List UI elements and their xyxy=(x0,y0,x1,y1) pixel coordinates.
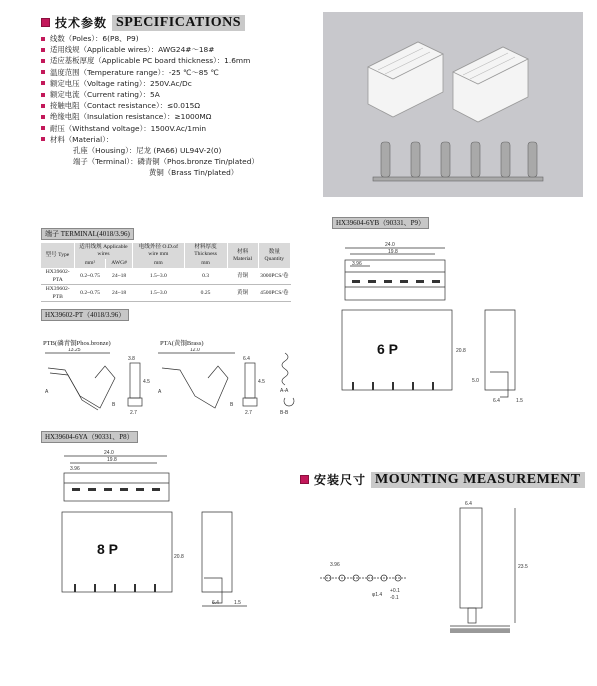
spec-row: 额定电流（Current rating）：5A xyxy=(41,89,259,100)
col-mm2: mm² xyxy=(74,259,105,268)
terminal-table xyxy=(41,243,291,302)
dim-text: 3.8 xyxy=(128,356,135,362)
ya-pole-mark: 8 P xyxy=(97,541,119,557)
spec-row: 绝缘电阻（Insulation resistance）：≥1000MΩ xyxy=(41,111,259,122)
col-thickness: 材料厚度 Thickness xyxy=(184,243,227,259)
ya-label: HX39604-6YA（90331、P8） xyxy=(41,431,138,443)
dim-text: 2.7 xyxy=(130,410,137,416)
table-row: HX39602-PTB 0.2~0.75 24~18 1.5~3.0 0.25 黄铜 4500PCS/卷 xyxy=(41,285,291,302)
ya-drawing xyxy=(52,448,272,618)
dim-text: B-B xyxy=(280,410,289,416)
bullet-icon xyxy=(41,81,45,85)
specs-title-en: SPECIFICATIONS xyxy=(112,15,245,31)
pt-label: HX39602-PT（4018/3.96） xyxy=(41,309,129,321)
mount-drawing xyxy=(310,498,540,638)
col-od-unit: mm xyxy=(133,259,185,268)
spec-row: 线数（Poles）：6(P8、P9) xyxy=(41,33,259,44)
dim-text: B xyxy=(112,402,116,408)
dim-text: -0.1 xyxy=(390,595,399,601)
dim-text: B xyxy=(230,402,234,408)
specs-title-zh: 技术参数 xyxy=(55,16,108,30)
bullet-icon xyxy=(41,104,45,108)
bullet-icon xyxy=(41,115,45,119)
dim-text: φ1.4 xyxy=(372,592,383,598)
yb-pole-mark: 6 P xyxy=(377,341,399,357)
dim-text: 24.0 xyxy=(104,450,114,456)
mount-title-en: MOUNTING MEASUREMENT xyxy=(371,472,585,488)
col-awg: AWG# xyxy=(106,259,133,268)
dim-text: A xyxy=(45,389,49,395)
dim-text: 20.8 xyxy=(456,348,466,354)
dim-text: 23.5 xyxy=(518,564,528,570)
dim-text: A xyxy=(158,389,162,395)
col-material: 材料 Material xyxy=(227,243,258,268)
dim-text: 13.25 xyxy=(68,348,81,353)
product-photo xyxy=(323,12,583,197)
specs-header xyxy=(41,14,245,31)
dim-text: 19.8 xyxy=(388,249,398,255)
material-row: 端子（Terminal）：磷青铜（Phos.bronze Tin/plated） xyxy=(73,157,259,167)
dim-text: 1.5 xyxy=(234,600,241,606)
ptb-label: PTB(磷青铜Phos.bronze) xyxy=(43,340,111,347)
dim-text: 6.4 xyxy=(465,501,472,507)
dim-text: 3.96 xyxy=(330,562,340,568)
spec-row: 适用线规（Applicable wires）：AWG24#～18# xyxy=(41,44,259,55)
dim-text: 6.4 xyxy=(493,398,500,404)
dim-text: 4.5 xyxy=(258,379,265,385)
dim-text: 6.4 xyxy=(212,600,219,606)
specs-list xyxy=(41,33,259,179)
pcb-board xyxy=(450,629,510,633)
section-bullet-icon xyxy=(300,475,309,484)
bullet-icon xyxy=(41,37,45,41)
table-row: HX39602-PTA 0.2~0.75 24~18 1.5~3.0 0.3 青铜 3000PCS/卷 xyxy=(41,268,291,285)
material-row: 孔座（Housing）：尼龙 (PA66) UL94V-2(0) xyxy=(73,146,222,156)
dim-text: 24.0 xyxy=(385,242,395,248)
pta-label: PTA(黄铜Brass) xyxy=(160,340,204,347)
col-quantity: 数量 Quantity xyxy=(258,243,290,268)
dim-text: 19.8 xyxy=(107,457,117,463)
dim-text: 5.0 xyxy=(472,378,479,384)
col-thick-unit: mm xyxy=(184,259,227,268)
spec-row: 耐压（Withstand voltage）：1500V.Ac/1min xyxy=(41,123,259,134)
spec-row: 材料（Material）： xyxy=(41,134,259,145)
dim-text: 20.8 xyxy=(174,554,184,560)
col-type: 型号 Type xyxy=(41,243,74,268)
yb-drawing xyxy=(330,232,590,412)
mount-header xyxy=(300,471,585,488)
dim-text: 3.96 xyxy=(70,466,80,472)
col-wires: 适用线规 Applicable wires xyxy=(74,243,132,259)
spec-row: 温度范围（Temperature range）：-25 ℃～85 ℃ xyxy=(41,67,259,78)
dim-text: 4.5 xyxy=(143,379,150,385)
table-header-row xyxy=(41,243,291,259)
dim-text: 12.0 xyxy=(190,348,200,353)
spec-row: 适应基板厚度（Applicable PC board thickness）：1.6mm xyxy=(41,55,259,66)
bullet-icon xyxy=(41,59,45,63)
material-row: 黄铜（Brass Tin/plated） xyxy=(149,168,239,178)
bullet-icon xyxy=(41,70,45,74)
dim-text: 3.96 xyxy=(352,261,362,267)
section-bullet-icon xyxy=(41,18,50,27)
bullet-icon xyxy=(41,137,45,141)
spec-row: 接触电阻（Contact resistance）：≤0.015Ω xyxy=(41,100,259,111)
bullet-icon xyxy=(41,93,45,97)
dim-text: 2.7 xyxy=(245,410,252,416)
bullet-icon xyxy=(41,48,45,52)
dim-text: A-A xyxy=(280,388,289,394)
terminal-label: 端子 TERMINAL(4018/3.96) xyxy=(41,228,134,240)
dim-text: 1.5 xyxy=(516,398,523,404)
dim-text: 6.4 xyxy=(243,356,250,362)
connector-photo-illustration xyxy=(323,12,583,197)
pt-terminal-drawing xyxy=(40,348,310,418)
col-od: 电线外径 O.D.of wire mm xyxy=(133,243,185,259)
yb-label: HX39604-6YB（90331、P9） xyxy=(332,217,429,229)
dim-text: +0.1 xyxy=(390,588,400,594)
spec-row: 额定电压（Voltage rating）：250V.Ac/Dc xyxy=(41,78,259,89)
mount-title-zh: 安装尺寸 xyxy=(314,473,367,487)
bullet-icon xyxy=(41,126,45,130)
